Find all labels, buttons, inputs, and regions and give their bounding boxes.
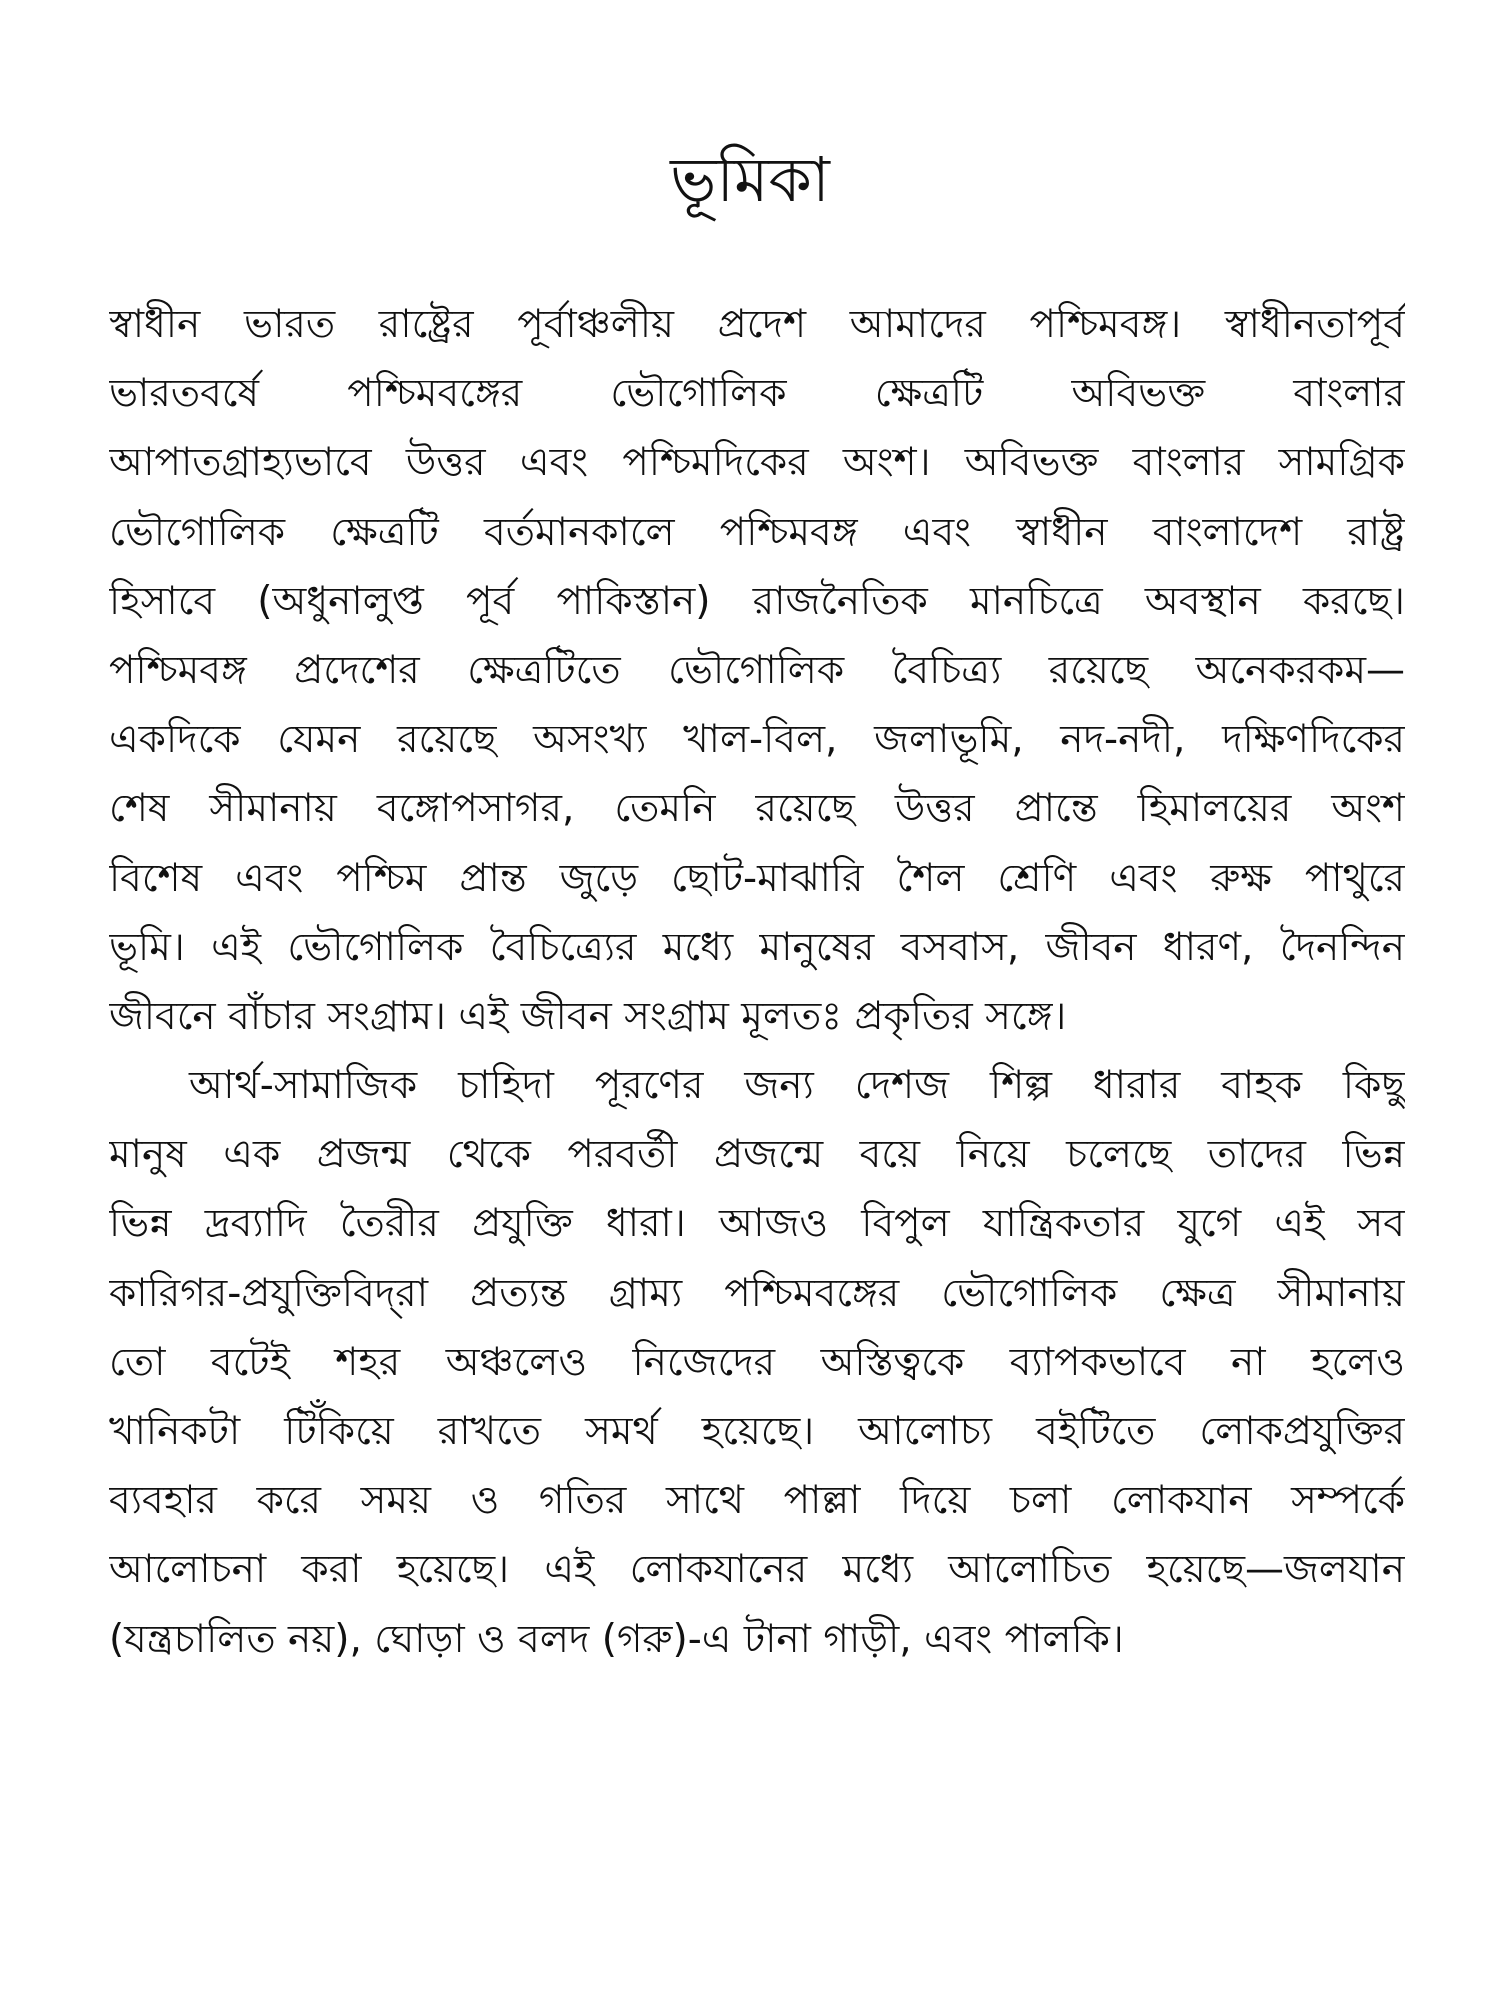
- text-line: ভিন্ন দ্রব্যাদি তৈরীর প্রযুক্তি ধারা। আজও বিপুল যান্ত্রিকতার যুগে এই সব: [109, 1201, 1405, 1247]
- text-line: ব্যবহার করে সময় ও গতির সাথে পাল্লা দিয়ে চলা লোকযান সম্পর্কে: [109, 1478, 1405, 1524]
- document-body: [109, 290, 1405, 1674]
- text-line: কারিগর-প্রযুক্তিবিদ্‌রা প্রত্যন্ত গ্রাম্য পশ্চিমবঙ্গের ভৌগোলিক ক্ষেত্র সীমানায়: [109, 1270, 1405, 1316]
- text-line: পশ্চিমবঙ্গ প্রদেশের ক্ষেত্রটিতে ভৌগোলিক বৈচিত্র্য রয়েছে অনেকরকম—: [109, 647, 1405, 693]
- text-line: একদিকে যেমন রয়েছে অসংখ্য খাল-বিল, জলাভূমি, নদ-নদী, দক্ষিণদিকের: [109, 717, 1405, 763]
- text-line: আলোচনা করা হয়েছে। এই লোকযানের মধ্যে আলোচিত হয়েছে—জলযান: [109, 1547, 1405, 1593]
- paragraph-1: [109, 290, 1405, 1051]
- page-title: ভূমিকা: [670, 143, 830, 216]
- text-line: তো বটেই শহর অঞ্চলেও নিজেদের অস্তিত্বকে ব্যাপকভাবে না হলেও: [109, 1339, 1405, 1385]
- text-line: জীবনে বাঁচার সংগ্রাম। এই জীবন সংগ্রাম মূলতঃ প্রকৃতির সঙ্গে।: [109, 993, 1067, 1039]
- text-line: হিসাবে (অধুনালুপ্ত পূর্ব পাকিস্তান) রাজনৈতিক মানচিত্রে অবস্থান করছে।: [109, 578, 1405, 624]
- text-line: মানুষ এক প্রজন্ম থেকে পরবর্তী প্রজন্মে বয়ে নিয়ে চলেছে তাদের ভিন্ন: [109, 1132, 1405, 1178]
- text-line: খানিকটা টিঁকিয়ে রাখতে সমর্থ হয়েছে। আলোচ্য বইটিতে লোকপ্রযুক্তির: [109, 1409, 1405, 1454]
- text-line: স্বাধীন ভারত রাষ্ট্রের পূর্বাঞ্চলীয় প্রদেশ আমাদের পশ্চিমবঙ্গ। স্বাধীনতাপূর্ব: [109, 302, 1405, 347]
- text-line: শেষ সীমানায় বঙ্গোপসাগর, তেমনি রয়েছে উত্তর প্রান্তে হিমালয়ের অংশ: [109, 786, 1405, 832]
- paragraph-2: [109, 1051, 1405, 1674]
- text-line: ভারতবর্ষে পশ্চিমবঙ্গের ভৌগোলিক ক্ষেত্রটি অবিভক্ত বাংলার: [109, 371, 1405, 417]
- text-line: আর্থ-সামাজিক চাহিদা পূরণের জন্য দেশজ শিল্প ধারার বাহক কিছু: [189, 1063, 1405, 1109]
- text-line: আপাতগ্রাহ্যভাবে উত্তর এবং পশ্চিমদিকের অংশ। অবিভক্ত বাংলার সামগ্রিক: [109, 440, 1405, 486]
- text-line: (যন্ত্রচালিত নয়), ঘোড়া ও বলদ (গরু)-এ টানা গাড়ী, এবং পালকি।: [109, 1616, 1124, 1662]
- text-line: ভূমি। এই ভৌগোলিক বৈচিত্র্যের মধ্যে মানুষের বসবাস, জীবন ধারণ, দৈনন্দিন: [109, 924, 1405, 970]
- text-line: ভৌগোলিক ক্ষেত্রটি বর্তমানকালে পশ্চিমবঙ্গ এবং স্বাধীন বাংলাদেশ রাষ্ট্র: [109, 509, 1405, 555]
- text-line: বিশেষ এবং পশ্চিম প্রান্ত জুড়ে ছোট-মাঝারি শৈল শ্রেণি এবং রুক্ষ পাথুরে: [109, 855, 1405, 901]
